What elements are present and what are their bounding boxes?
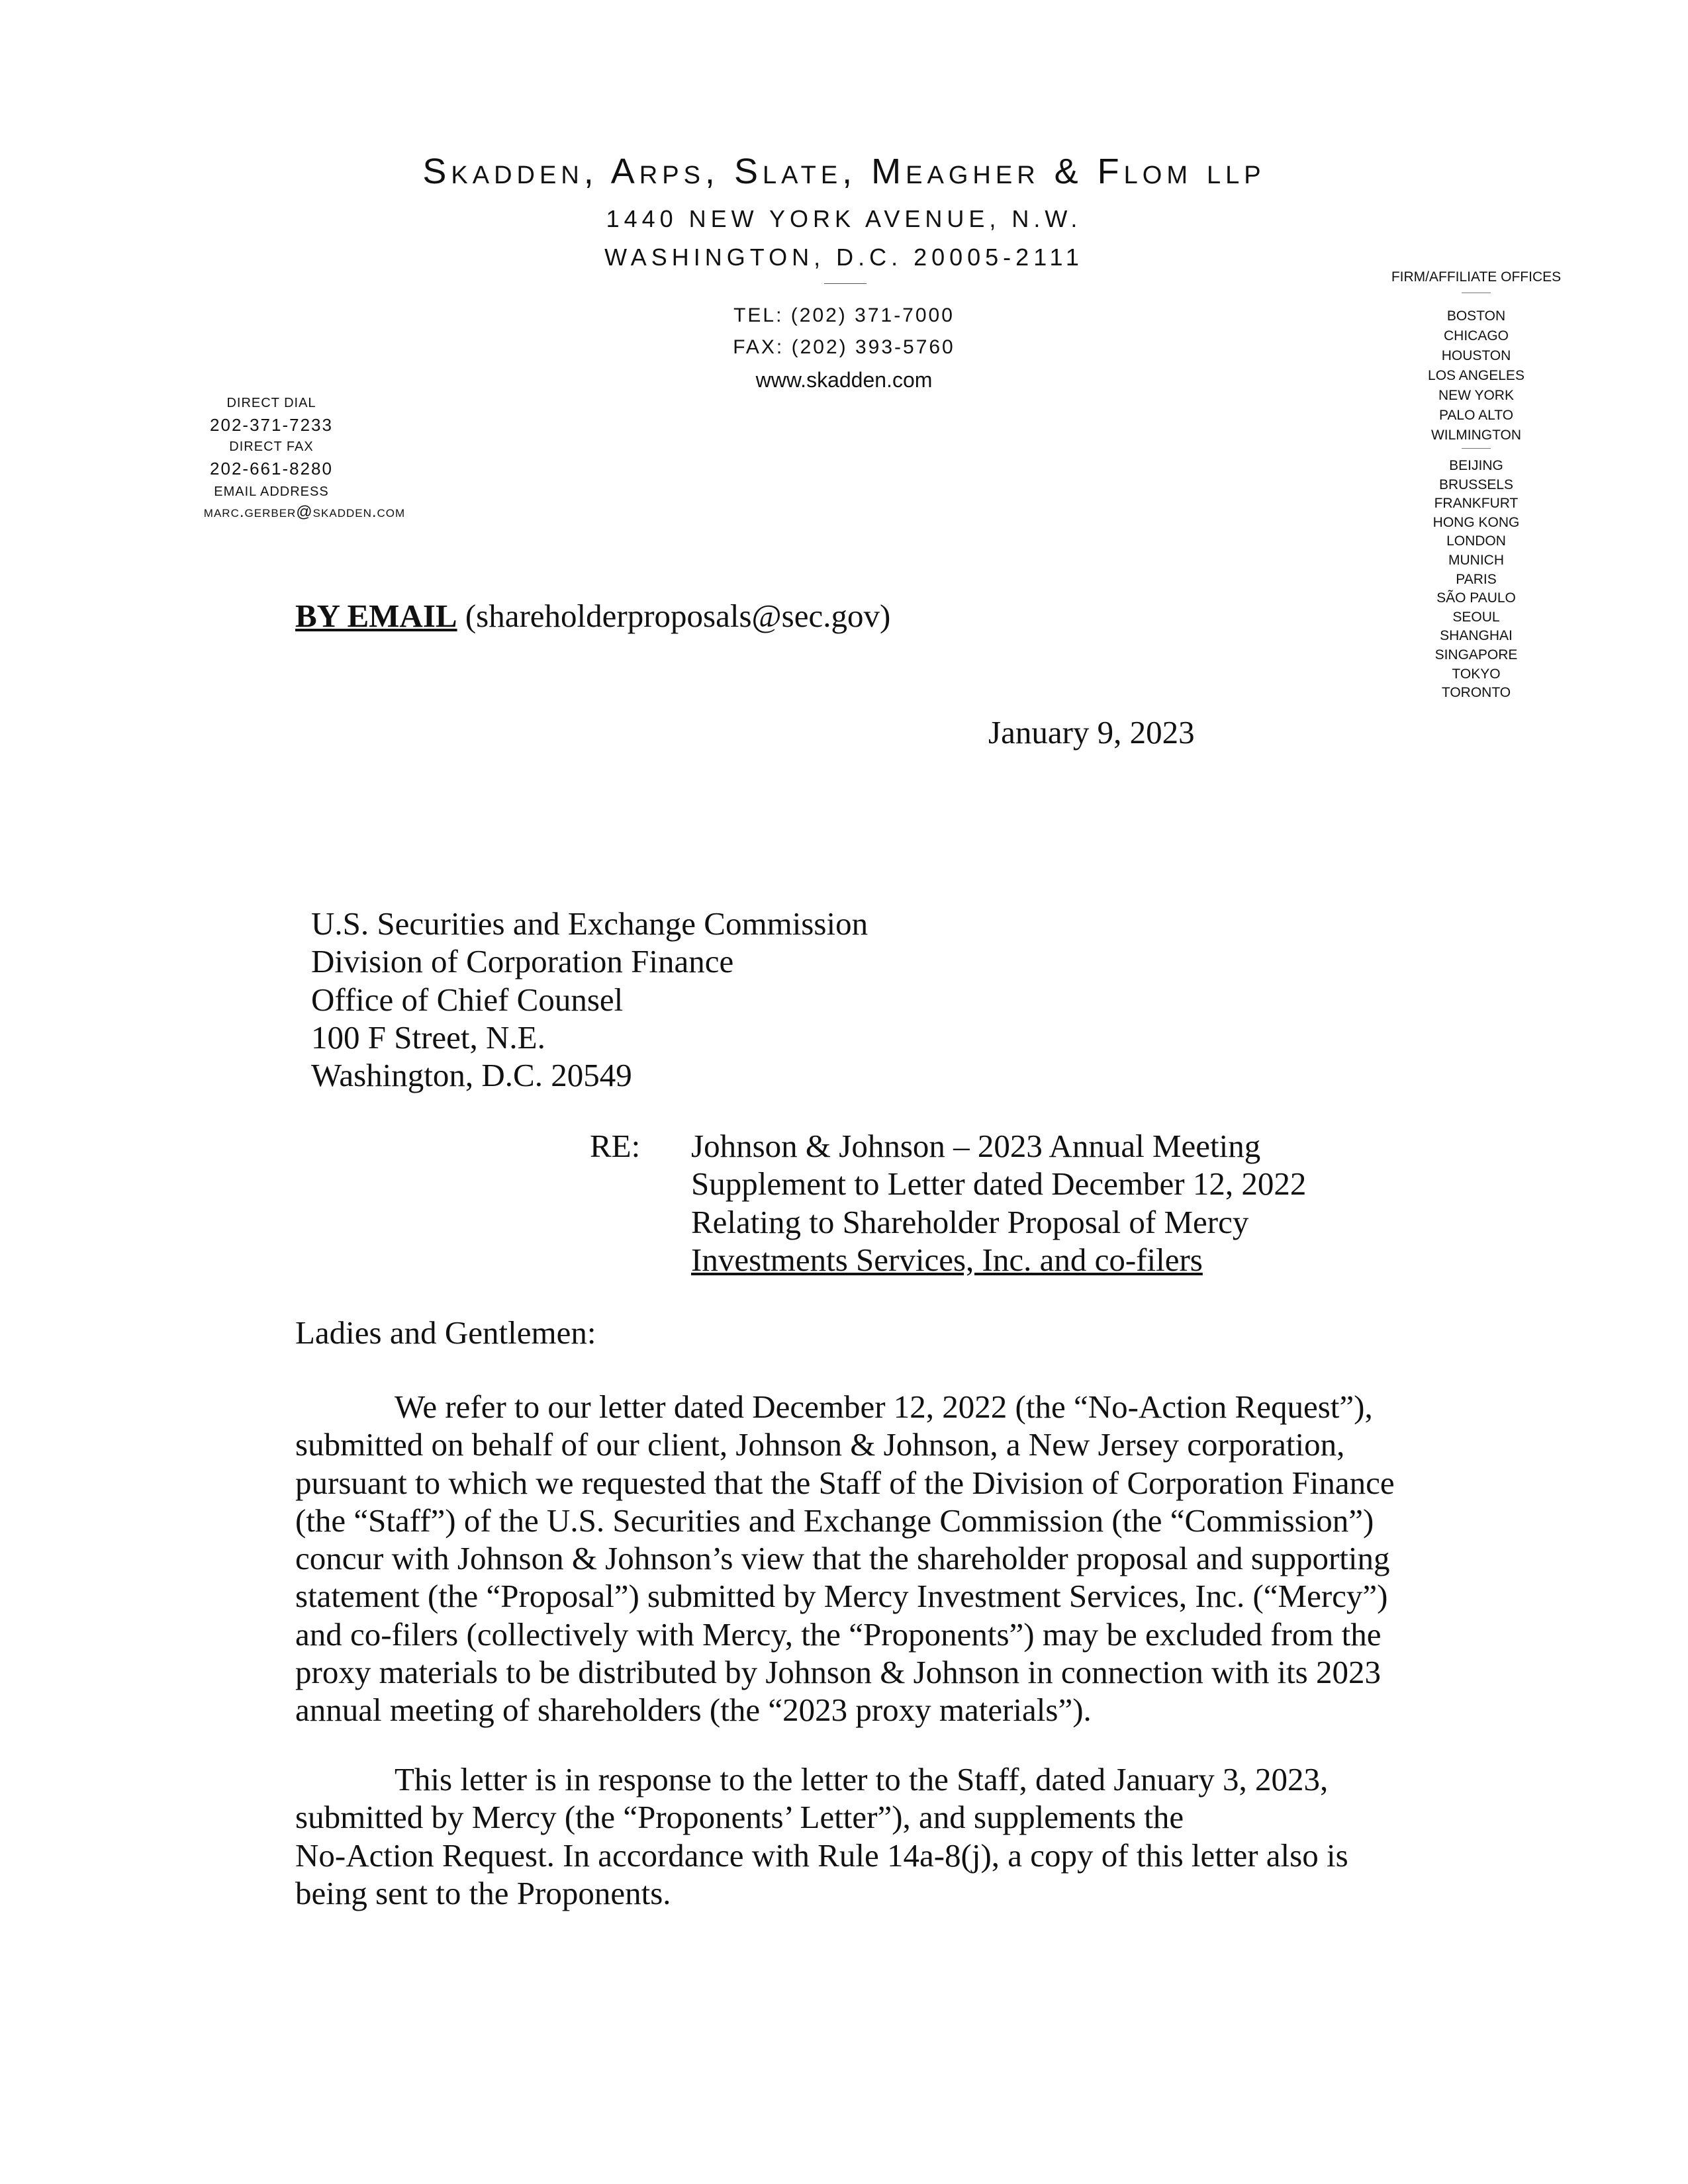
paragraph-line: This letter is in response to the letter to the Staff, dated January 3, 2023, <box>395 1761 1329 1797</box>
office-item: LONDON <box>1446 533 1506 549</box>
office-item: TORONTO <box>1441 685 1511 701</box>
re-subject <box>691 1127 1333 1279</box>
international-offices <box>1367 457 1585 703</box>
office-item: SINGAPORE <box>1434 647 1518 662</box>
paragraph-line: pursuant to which we requested that the Staff of the Division of Corporation Finance <box>295 1464 1395 1501</box>
address-line: 100 F Street, N.E. <box>311 1019 545 1056</box>
firm-telephone: TEL: (202) 371-7000 <box>733 304 955 326</box>
office-item: MUNICH <box>1448 552 1504 568</box>
office-item: FRANKFURT <box>1434 496 1519 512</box>
firm-street-address: 1440 NEW YORK AVENUE, N.W. <box>606 205 1082 232</box>
office-item: LOS ANGELES <box>1428 368 1524 383</box>
re-line: Johnson & Johnson – 2023 Annual Meeting <box>691 1128 1261 1164</box>
office-item: BEIJING <box>1449 458 1503 473</box>
paragraph-line: submitted on behalf of our client, Johnson & Johnson, a New Jersey corporation, <box>295 1426 1345 1463</box>
paragraph-line: annual meeting of shareholders (the “2023 proxy materials”). <box>295 1692 1092 1729</box>
office-item: SHANGHAI <box>1440 628 1513 644</box>
us-offices <box>1367 306 1585 445</box>
offices-heading: FIRM/AFFILIATE OFFICES <box>1391 269 1562 285</box>
address-line: U.S. Securities and Exchange Commission <box>311 905 868 942</box>
office-item: CHICAGO <box>1443 328 1509 343</box>
paragraph-line: concur with Johnson & Johnson’s view that the shareholder proposal and supporting <box>295 1540 1390 1577</box>
office-item: BOSTON <box>1446 308 1506 324</box>
body-paragraph <box>295 1388 1434 1729</box>
direct-dial-value: 202-371-7233 <box>210 415 333 435</box>
salutation: Ladies and Gentlemen: <box>295 1314 596 1351</box>
re-line: Investments Services, Inc. and co-filers <box>691 1241 1203 1278</box>
office-item: HONG KONG <box>1432 514 1520 530</box>
office-item: TOKYO <box>1452 666 1501 682</box>
paragraph-line: and co-filers (collectively with Mercy, the “Proponents”) may be excluded from the <box>295 1615 1382 1653</box>
letterhead-divider <box>824 283 867 284</box>
body-paragraph <box>295 1760 1434 1912</box>
paragraph-line: No-Action Request. In accordance with Rule 14a-8(j), a copy of this letter also is <box>295 1837 1348 1874</box>
office-item: HOUSTON <box>1441 348 1511 363</box>
letter-date: January 9, 2023 <box>988 714 1195 751</box>
re-line: Supplement to Letter dated December 12, 2022 <box>691 1165 1307 1203</box>
address-line: Office of Chief Counsel <box>311 981 624 1018</box>
delivery-method-label: BY EMAIL <box>295 598 457 634</box>
offices-divider <box>1462 448 1491 449</box>
firm-city: WASHINGTON, D.C. 20005-2111 <box>604 244 1084 271</box>
office-item: PARIS <box>1456 571 1497 587</box>
office-item: BRUSSELS <box>1438 477 1514 492</box>
offices-list <box>1367 267 1585 703</box>
delivery-method <box>295 597 890 635</box>
re-label: RE: <box>590 1128 641 1164</box>
direct-fax-label: DIRECT FAX <box>229 439 314 454</box>
paragraph-line: being sent to the Proponents. <box>295 1874 671 1911</box>
address-line: Division of Corporation Finance <box>311 943 734 980</box>
re-line: Relating to Shareholder Proposal of Mercy <box>691 1203 1249 1240</box>
paragraph-line: submitted by Mercy (the “Proponents’ Letter”), and supplements the <box>295 1799 1184 1836</box>
paragraph-line: (the “Staff”) of the U.S. Securities and Exchange Commission (the “Commission”) <box>295 1502 1374 1539</box>
email-address-value: marc.gerber@skadden.com <box>203 503 406 521</box>
paragraph-line: proxy materials to be distributed by Johnson & Johnson in connection with its 2023 <box>295 1654 1381 1691</box>
address-line: Washington, D.C. 20549 <box>311 1057 632 1094</box>
paragraph-line: statement (the “Proposal”) submitted by Mercy Investment Services, Inc. (“Mercy”) <box>295 1578 1388 1615</box>
firm-fax: FAX: (202) 393-5760 <box>733 336 955 358</box>
office-item: WILMINGTON <box>1430 428 1522 443</box>
recipient-address <box>311 905 868 1094</box>
firm-name: Skadden, Arps, Slate, Meagher & Flom llp <box>422 152 1266 191</box>
delivery-email-address: (shareholderproposals@sec.gov) <box>465 598 891 634</box>
office-item: PALO ALTO <box>1438 408 1514 423</box>
office-item: SEOUL <box>1452 609 1500 625</box>
office-item: SÃO PAULO <box>1436 590 1516 606</box>
email-address-label: EMAIL ADDRESS <box>214 484 329 499</box>
firm-website: www.skadden.com <box>755 368 933 392</box>
office-item: NEW YORK <box>1438 388 1514 403</box>
paragraph-line: We refer to our letter dated December 12, 2022 (the “No-Action Request”), <box>395 1388 1373 1425</box>
direct-fax-value: 202-661-8280 <box>210 459 333 478</box>
direct-dial-label: DIRECT DIAL <box>226 396 316 410</box>
